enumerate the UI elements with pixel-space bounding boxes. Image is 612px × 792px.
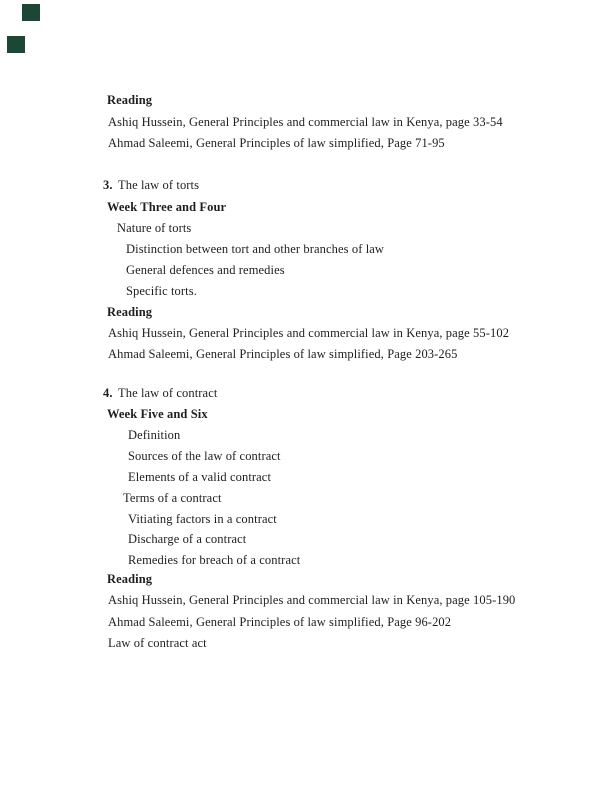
reference-line: Ashiq Hussein, General Principles and commercial law in Kenya, page 55-102 bbox=[108, 326, 510, 340]
topic-line: Elements of a valid contract bbox=[128, 470, 272, 484]
topic-line: Distinction between tort and other branches of law bbox=[126, 242, 385, 256]
corner-mark bbox=[7, 36, 25, 53]
topic-line: Definition bbox=[128, 428, 181, 442]
corner-mark bbox=[22, 4, 40, 21]
reference-line: Ashiq Hussein, General Principles and commercial law in Kenya, page 105-190 bbox=[108, 593, 516, 607]
reading-heading: Reading bbox=[107, 93, 153, 107]
section-number: 3. bbox=[103, 178, 113, 192]
reference-line: Ashiq Hussein, General Principles and commercial law in Kenya, page 33-54 bbox=[108, 115, 503, 129]
topic-line: Nature of torts bbox=[117, 221, 192, 235]
week-heading: Week Three and Four bbox=[107, 200, 227, 214]
topic-line: Specific torts. bbox=[126, 284, 197, 298]
reference-line: Law of contract act bbox=[108, 636, 207, 650]
topic-line: Remedies for breach of a contract bbox=[128, 553, 301, 567]
reference-line: Ahmad Saleemi, General Principles of law simplified, Page 71-95 bbox=[108, 136, 445, 150]
reference-line: Ahmad Saleemi, General Principles of law simplified, Page 96-202 bbox=[108, 615, 452, 629]
topic-line: General defences and remedies bbox=[126, 263, 285, 277]
reading-heading: Reading bbox=[107, 572, 153, 586]
topic-line: Vitiating factors in a contract bbox=[128, 512, 277, 526]
topic-line: Discharge of a contract bbox=[128, 532, 247, 546]
topic-line: Sources of the law of contract bbox=[128, 449, 281, 463]
section-title: The law of contract bbox=[118, 386, 218, 400]
reading-heading: Reading bbox=[107, 305, 153, 319]
week-heading: Week Five and Six bbox=[107, 407, 208, 421]
section-heading bbox=[103, 385, 217, 401]
section-number: 4. bbox=[103, 386, 113, 400]
topic-line: Terms of a contract bbox=[123, 491, 222, 505]
reference-line: Ahmad Saleemi, General Principles of law simplified, Page 203-265 bbox=[108, 347, 458, 361]
section-title: The law of torts bbox=[118, 178, 200, 192]
section-heading bbox=[103, 177, 199, 193]
